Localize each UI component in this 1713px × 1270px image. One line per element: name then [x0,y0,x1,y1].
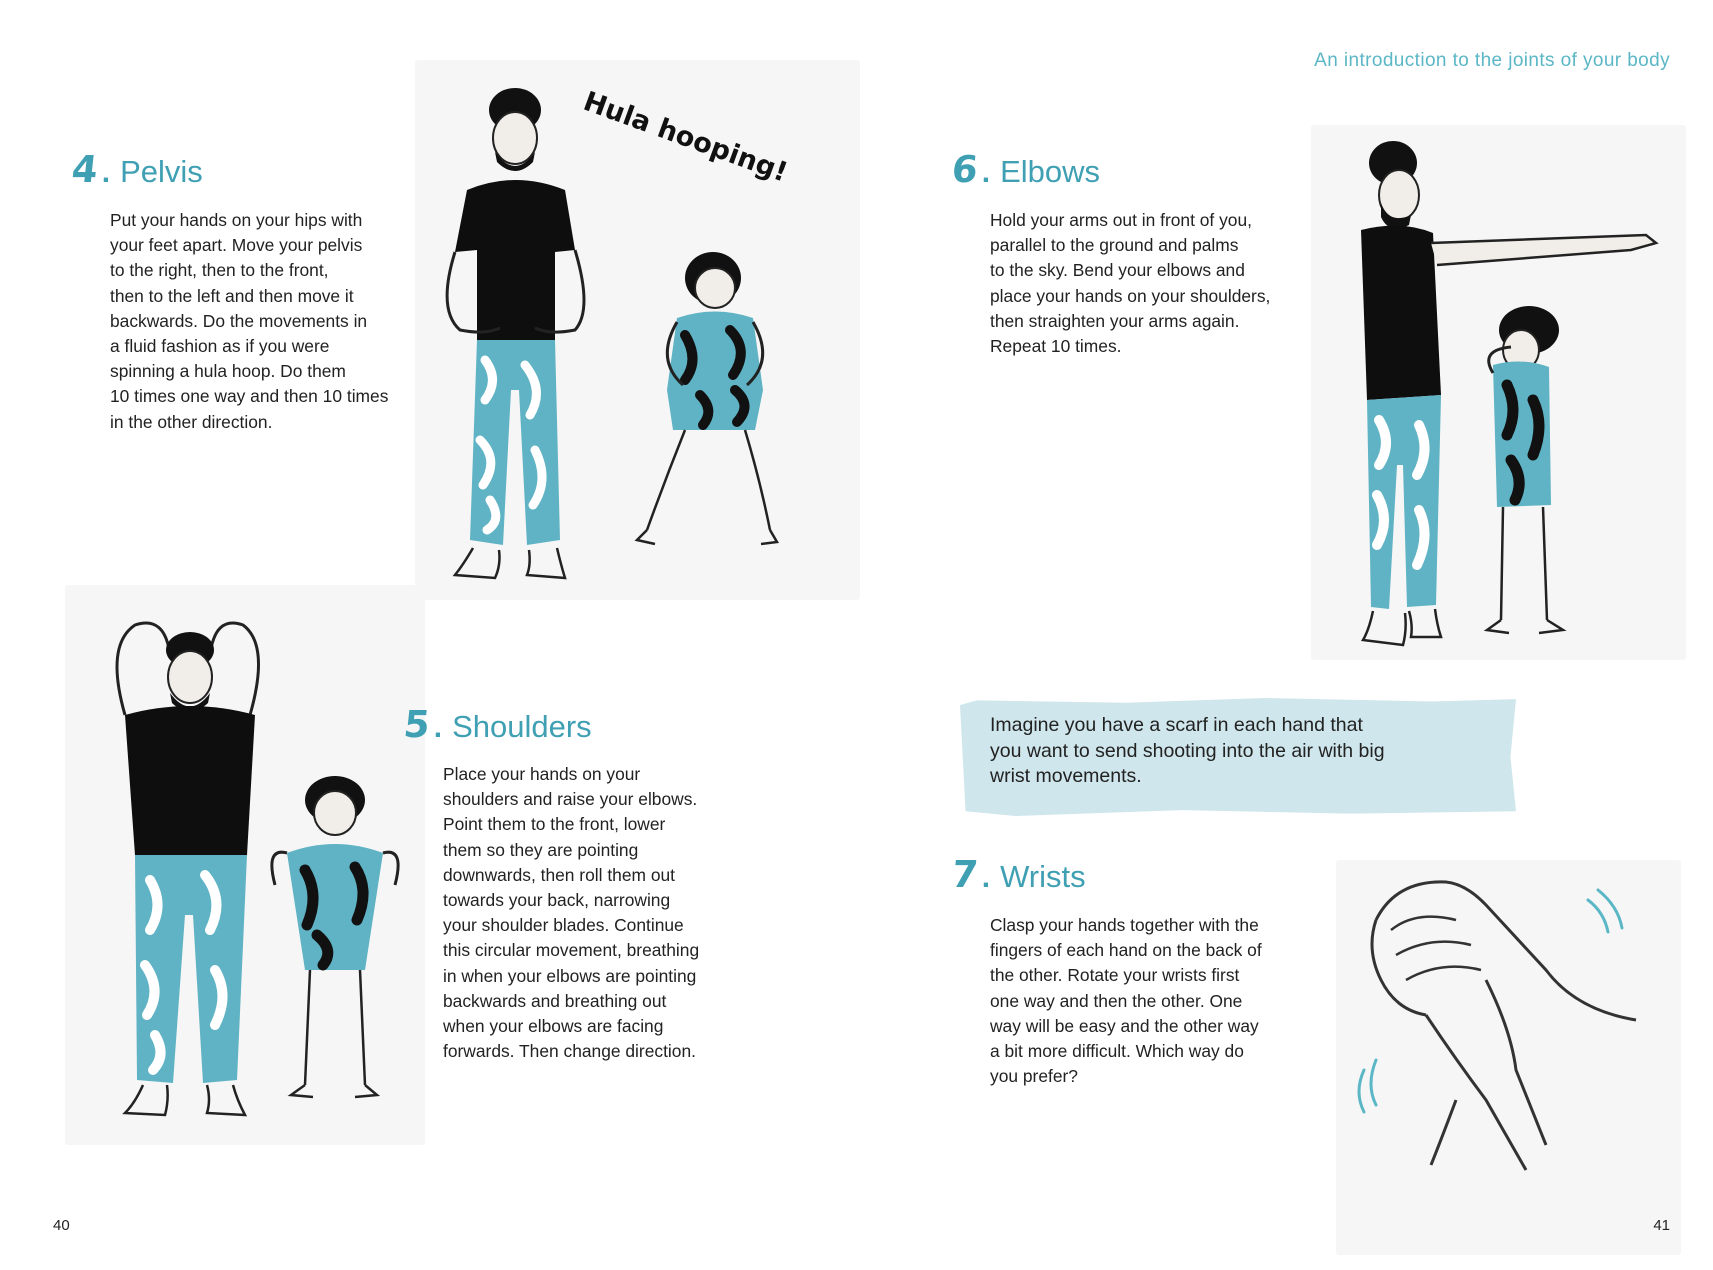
elbows-title: Elbows [1000,154,1101,189]
wrists-heading: 7 . Wrists [949,853,1086,896]
pelvis-number: 4 [69,148,101,191]
clasped-hands-illustration [1336,860,1681,1255]
shoulders-title: Shoulders [452,709,592,744]
hula-hooping-figures-illustration [415,60,860,600]
hula-hooping-caption: Hula hooping! [579,86,792,189]
running-head: An introduction to the joints of your body [1314,50,1670,71]
child-figure [272,776,398,1097]
shoulders-instructions: Place your hands on your shoulders and raise your elbows. Point them to the front, lower them so they are pointing downwards, then roll them out towards your back, narrowing your shoulder blades. Continue this circular movement, breathing in when your elbows are pointing backwards and breathing out when your elbows are facing forwards. Then change direction. [443,764,700,1062]
child-figure [637,252,777,544]
pelvis-heading: 4 . Pelvis [69,148,203,191]
father-figure [117,623,259,1115]
page-number-right: 41 [1653,1217,1670,1234]
wrists-number: 7 [949,853,981,896]
wrists-title: Wrists [1000,859,1086,894]
page-number-left: 40 [53,1217,70,1234]
arm-extension-figures-illustration [1311,125,1686,660]
shoulder-rolls-figures-illustration [65,585,425,1145]
right-page [856,0,1713,1270]
wrists-instructions: Clasp your hands together with the fingers of each hand on the back of the other. Rotate your wrists first one way and then the other. One way will be easy and the other way a bit more difficult. Which way do you prefer? [990,915,1262,1087]
tip-callout-text: Imagine you have a scarf in each hand that you want to send shooting into the air with big wrist movements. [990,714,1385,787]
elbows-heading: 6 . Elbows [949,148,1101,191]
shoulders-heading: 5 . Shoulders [401,703,592,746]
left-page [0,0,856,1270]
shoulders-number: 5 [401,703,433,746]
pelvis-title: Pelvis [120,154,203,189]
father-figure [447,88,584,578]
child-figure [1487,306,1563,633]
elbows-number: 6 [949,148,981,191]
elbows-instructions: Hold your arms out in front of you, parallel to the ground and palms to the sky. Bend your elbows and place your hands on your shoulders, then straighten your arms again. Repeat 10 times. [990,210,1271,357]
pelvis-instructions: Put your hands on your hips with your feet apart. Move your pelvis to the right, then to the front, then to the left and then move it backwards. Do the movements in a fluid fashion as if you were spinning a hula hoop. Do them 10 times one way and then 10 times in the other direction. [110,210,389,432]
